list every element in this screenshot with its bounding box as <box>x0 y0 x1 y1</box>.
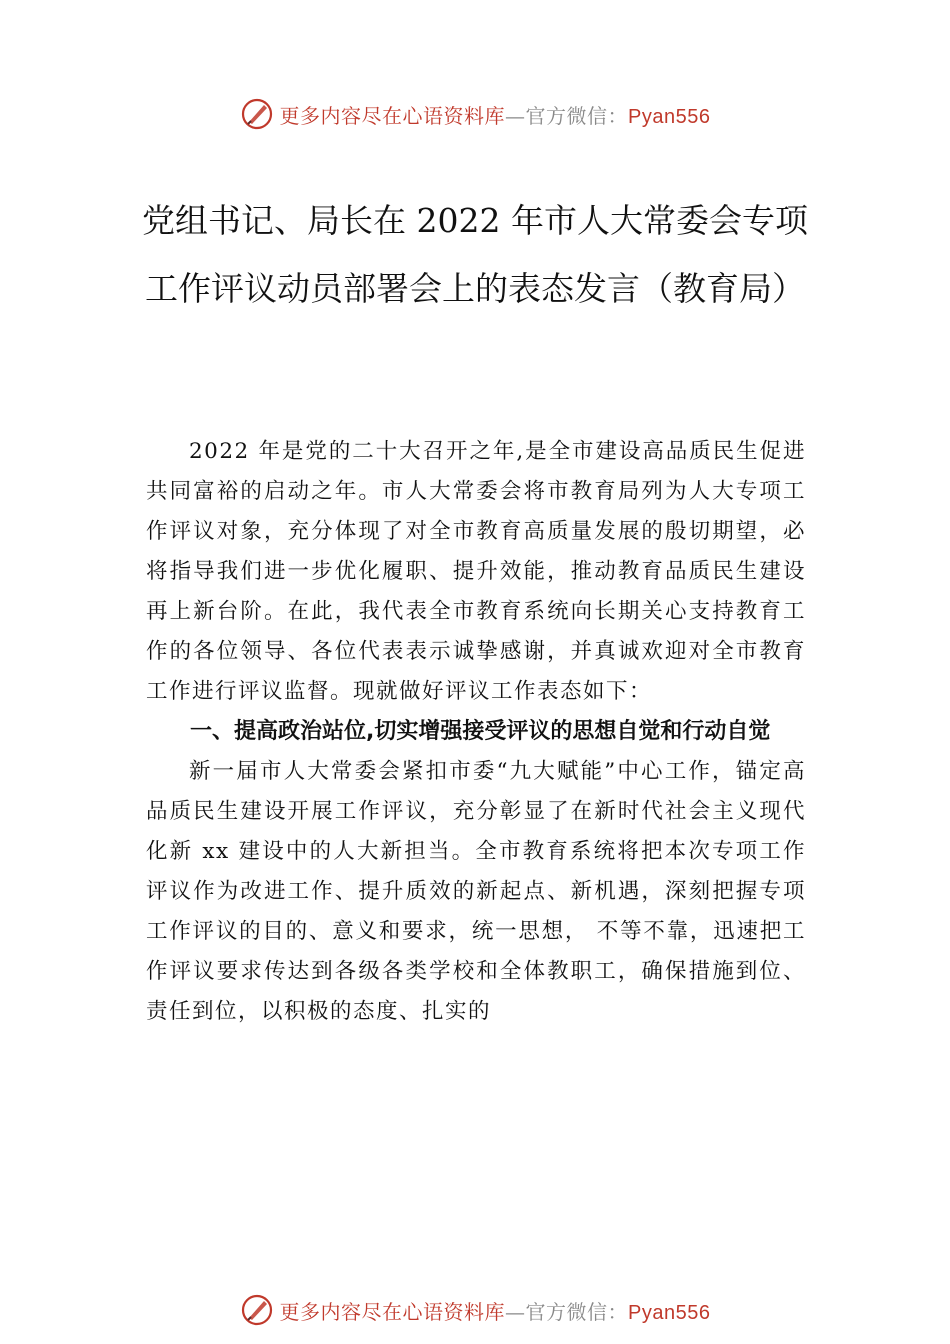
section-1-paragraph: 新一届市人大常委会紧扣市委“九大赋能”中心工作，锚定高品质民生建设开展工作评议，充分彰显了在新时代社会主义现代化新 xx 建设中的人大新担当。全市教育系统将把本次专项工作评议作为改进工作、提升质效的新起点、新机遇，深刻把握专项工作评议的目的、意义和要求，统一思想， 不等不靠，迅速把工作评议要求传达到各级各类学校和全体教职工，确保措施到位、责任到位，以积极的态度、扎实的 <box>146 759 806 1024</box>
banner-wechat-label: 官方微信： <box>525 103 629 128</box>
banner-dash: — <box>505 103 526 128</box>
section-heading-1: 一、提高政治站位,切实增强接受评议的思想自觉和行动自觉 <box>190 719 771 744</box>
quill-pen-logo-icon <box>240 1293 274 1327</box>
banner-wechat-label: 官方微信： <box>525 1299 629 1324</box>
banner-text <box>280 100 711 129</box>
banner-site-text: 更多内容尽在心语资料库 <box>279 103 506 128</box>
banner-wechat-id: Pyan556 <box>628 105 711 128</box>
banner-wechat-id: Pyan556 <box>628 1301 711 1324</box>
banner-dash: — <box>505 1299 526 1324</box>
banner-site-text: 更多内容尽在心语资料库 <box>279 1299 506 1324</box>
banner-text <box>280 1296 711 1325</box>
document-body <box>146 432 806 1032</box>
intro-paragraph: 2022 年是党的二十大召开之年,是全市建设高品质民生促进共同富裕的启动之年。市人大常委会将市教育局列为人大专项工作评议对象，充分体现了对全市教育高质量发展的殷切期望，必将指导我们进一步优化履职、提升效能，推动教育品质民生建设再上新台阶。在此，我代表全市教育系统向长期关心支持教育工作的各位领导、各位代表表示诚挚感谢，并真诚欢迎对全市教育工作进行评议监督。现就做好评议工作表态如下： <box>146 439 806 704</box>
header-banner <box>0 94 950 134</box>
footer-banner <box>0 1290 950 1330</box>
quill-pen-logo-icon <box>240 97 274 131</box>
document-title: 党组书记、局长在 2022 年市人大常委会专项工作评议动员部署会上的表态发言（教育局） <box>142 201 808 308</box>
